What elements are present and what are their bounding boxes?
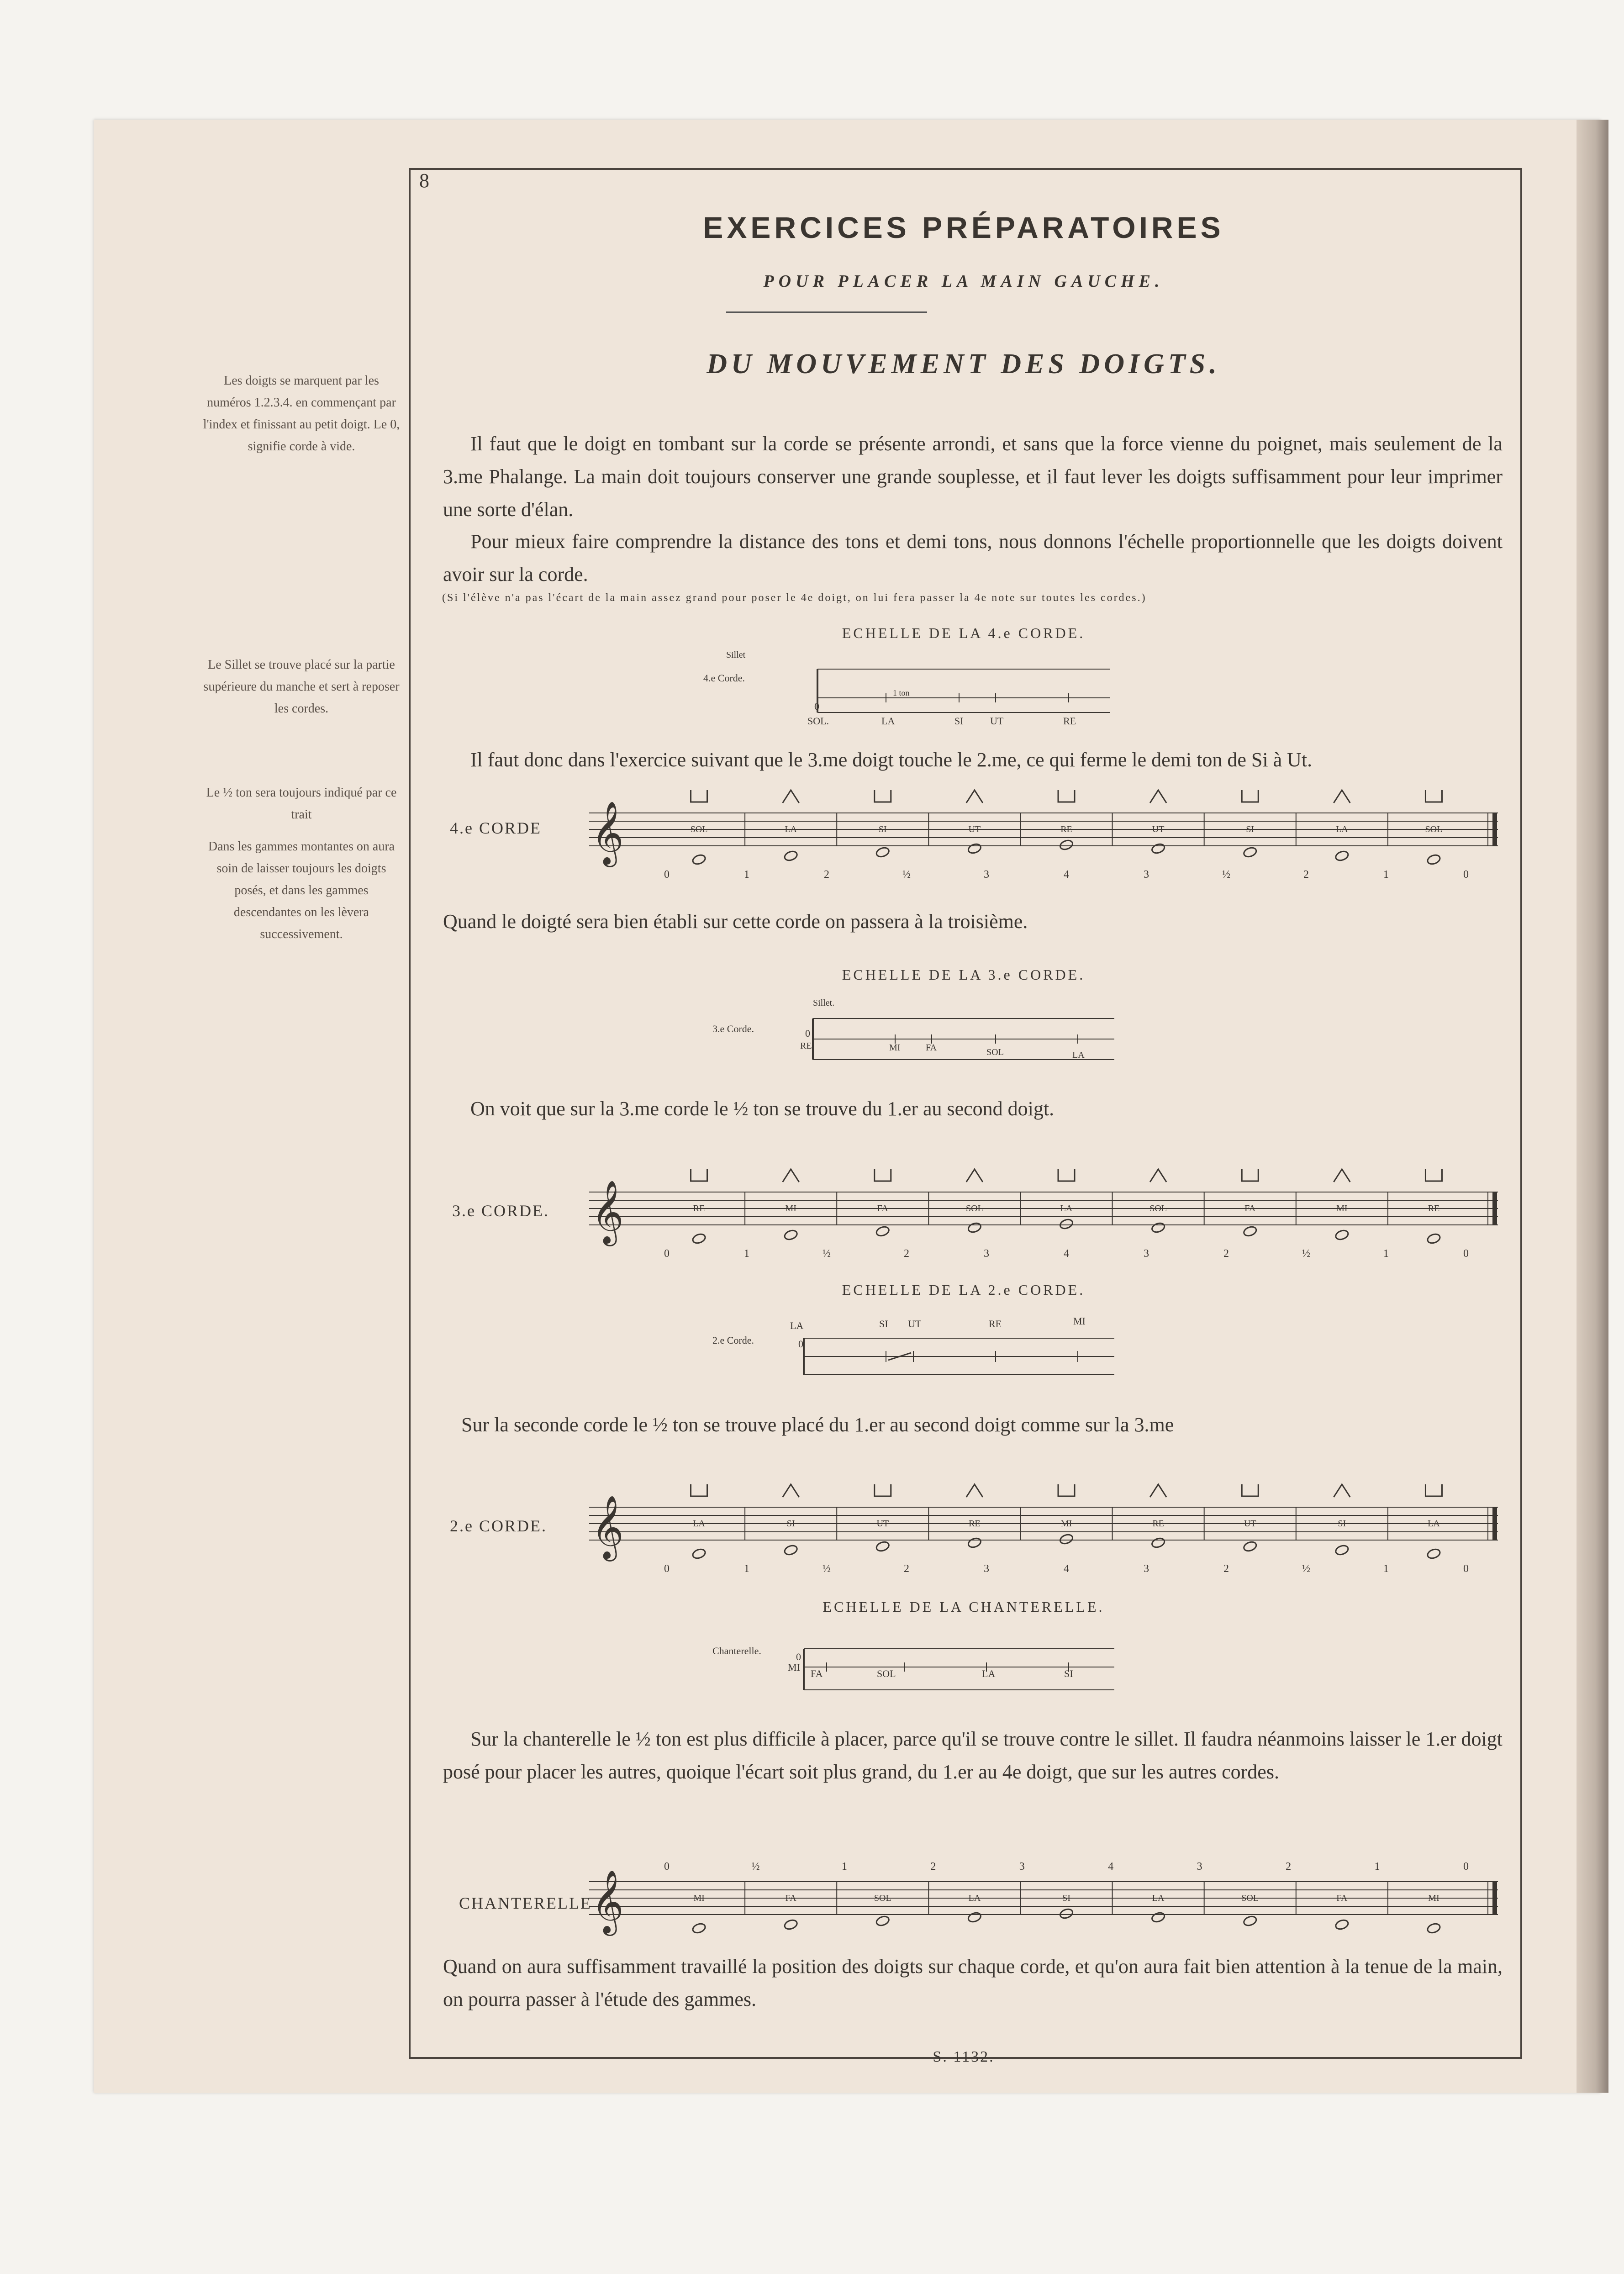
whole-note — [1426, 854, 1441, 865]
scale-diagram-second — [712, 1311, 1123, 1379]
whole-note — [783, 1229, 798, 1241]
down-bow-icon — [1058, 1169, 1075, 1181]
scale-label: 2.e Corde. — [712, 1335, 754, 1346]
whole-note — [875, 1225, 890, 1237]
scale-note: SI — [879, 1318, 888, 1330]
fingering-number: 1 — [1383, 1248, 1389, 1260]
margin-note-fingers: Les doigts se marquent par les numéros 1.2.3.4. en commençant par l'index et finissant au petit doigt. Le 0, signifie corde à vide. — [203, 374, 400, 454]
fingering-number: 4 — [1108, 1861, 1114, 1873]
scale-note: 0 — [798, 1338, 803, 1350]
final-bar-line — [1492, 1192, 1497, 1225]
whole-note — [1334, 1544, 1349, 1556]
note-name: SOL — [690, 824, 708, 834]
final-bar-line — [1492, 1507, 1497, 1540]
whole-note — [1243, 1541, 1257, 1552]
margin-note-sillet: Le Sillet se trouve placé sur la partie supérieure du manche et sert à reposer les cordes. — [203, 658, 400, 716]
whole-note — [691, 1922, 706, 1934]
fingering-number: 2 — [1223, 1248, 1229, 1260]
exercise-label-fourth: 4.e CORDE — [450, 819, 542, 837]
note-name: FA — [785, 1893, 796, 1903]
whole-note — [1334, 1919, 1349, 1931]
whole-note — [1059, 1533, 1074, 1545]
sillet-label: Sillet — [726, 650, 746, 660]
scale-note: FA — [811, 1668, 823, 1679]
note-name: MI — [1336, 1203, 1348, 1214]
note-name: FA — [1336, 1893, 1348, 1903]
up-bow-icon — [1150, 1484, 1166, 1497]
note-name: SI — [1062, 1893, 1070, 1903]
scale-note: MI — [1073, 1315, 1086, 1327]
exercise-label-chanterelle: CHANTERELLE — [459, 1894, 592, 1912]
fingering-number: 2 — [1286, 1861, 1292, 1873]
scale-note: 0 — [796, 1651, 801, 1662]
note-name: RE — [1428, 1203, 1440, 1214]
fingering-number: 3 — [1144, 1248, 1149, 1260]
exercise-staff-second — [585, 1480, 1507, 1589]
exercise-staff-chanterelle — [585, 1854, 1507, 1964]
scale-title-second: ECHELLE DE LA 2.e CORDE. — [842, 1282, 1086, 1298]
book-binding-edge — [1577, 120, 1608, 2093]
whole-note — [1243, 1915, 1257, 1927]
whole-note — [691, 1548, 706, 1560]
whole-note — [1243, 846, 1257, 858]
paragraph-conclusion: Quand on aura suffisamment travaillé la position des doigts sur chaque corde, et qu'on aura fait bien attention à la tenue de la main, on pourra passer à l'étude des gammes. — [443, 1955, 1503, 2010]
paragraph-scale-intro: Pour mieux faire comprendre la distance des tons et demi tons, nous donnons l'échelle proportionnelle que les doigts doivent avoir sur la corde. — [443, 530, 1503, 586]
scale-label: 3.e Corde. — [712, 1023, 754, 1034]
scale-label: Chanterelle. — [712, 1645, 761, 1657]
scale-note: FA — [926, 1043, 937, 1053]
fingering-number: 3 — [984, 869, 989, 881]
paragraph-intro: Il faut que le doigt en tombant sur la corde se présente arrondi, et sans que la force vienne du poignet, mais seulement de la 3.me Phalange. La main doit toujours conserver une grande souplesse, et il faut lever les doigts suffisamment pour leur imprimer une sorte d'élan. — [443, 433, 1503, 521]
scale-title-chanterelle: ECHELLE DE LA CHANTERELLE. — [823, 1599, 1105, 1615]
fingering-number: ½ — [1222, 869, 1230, 881]
whole-note — [1059, 1218, 1074, 1230]
fingering-number: 0 — [664, 1563, 670, 1575]
whole-note — [1426, 1548, 1441, 1560]
whole-note — [875, 1541, 890, 1552]
scale-note: 0 — [805, 1028, 810, 1039]
note-name: SOL — [1425, 824, 1443, 834]
note-name: RE — [1152, 1519, 1164, 1529]
down-bow-icon — [1242, 1484, 1258, 1496]
note-name: FA — [877, 1203, 888, 1214]
note-name: SOL — [1241, 1893, 1259, 1903]
exercise-label-second: 2.e CORDE. — [450, 1517, 547, 1535]
note-name: LA — [785, 824, 797, 834]
whole-note — [783, 1544, 798, 1556]
margin-note-scales: Dans les gammes montantes on aura soin de laisser toujours les doigts posés, et dans les gammes descendantes on les lèvera successivement. — [208, 839, 395, 941]
scale-note: MI — [788, 1662, 800, 1673]
scale-note: UT — [990, 715, 1004, 727]
whole-note — [967, 1911, 982, 1923]
treble-clef-icon: 𝄞 — [591, 1497, 624, 1557]
fingering-number: 1 — [744, 869, 749, 881]
paragraph-fourth-string: Il faut donc dans l'exercice suivant que le 3.me doigt touche le 2.me, ce qui ferme le demi ton de Si à Ut. — [470, 749, 1313, 771]
note-name: MI — [785, 1203, 796, 1214]
note-name: LA — [968, 1893, 981, 1903]
fingering-number: 0 — [1463, 869, 1469, 881]
fingering-number: 3 — [1197, 1861, 1202, 1873]
whole-note — [1243, 1225, 1257, 1237]
up-bow-icon — [783, 790, 799, 803]
page-number: 8 — [419, 169, 429, 192]
down-bow-icon — [691, 790, 707, 802]
final-bar-line — [1492, 1882, 1497, 1915]
fingering-number: 0 — [664, 1248, 670, 1260]
up-bow-icon — [966, 790, 983, 803]
fingering-number: ½ — [823, 1563, 831, 1575]
whole-note — [1334, 1229, 1349, 1241]
fingering-number: 0 — [664, 1861, 670, 1873]
scale-note: UT — [908, 1318, 922, 1330]
footer-plate-number: S. 1132. — [933, 2048, 995, 2065]
fingering-number: ½ — [1302, 1563, 1310, 1575]
fingering-number: 4 — [1064, 1248, 1069, 1260]
section-title: DU MOUVEMENT DES DOIGTS. — [707, 348, 1221, 380]
note-name: SOL — [965, 1203, 983, 1214]
page-title: EXERCICES PRÉPARATOIRES — [703, 211, 1224, 244]
note-name: MI — [693, 1893, 705, 1903]
down-bow-icon — [1242, 1169, 1258, 1181]
note-name: SI — [1246, 824, 1255, 834]
scale-note: LA — [1072, 1050, 1085, 1060]
down-bow-icon — [1425, 790, 1442, 802]
note-name: UT — [1244, 1519, 1256, 1529]
fingering-number: 2 — [904, 1563, 909, 1575]
fingering-number: 2 — [824, 869, 829, 881]
scale-note: SOL. — [807, 715, 829, 727]
note-name: RE — [1060, 824, 1072, 834]
whole-note — [875, 1915, 890, 1927]
fingering-number: 0 — [1463, 1861, 1469, 1873]
paragraph-third-string: On voit que sur la 3.me corde le ½ ton se trouve du 1.er au second doigt. — [470, 1097, 1055, 1120]
scale-note: LA — [790, 1320, 804, 1331]
note-name: LA — [693, 1519, 705, 1529]
note-name: SOL — [874, 1893, 891, 1903]
note-name: SI — [878, 824, 887, 834]
whole-note — [1059, 839, 1074, 851]
exercise-staff-fourth — [585, 786, 1507, 895]
whole-note — [1059, 1908, 1074, 1920]
scale-note: SI — [954, 715, 964, 727]
up-bow-icon — [1150, 1169, 1166, 1182]
whole-note — [967, 843, 982, 855]
whole-note — [875, 846, 890, 858]
title-divider — [726, 311, 927, 313]
note-name: RE — [969, 1519, 981, 1529]
fingering-number: 1 — [744, 1248, 749, 1260]
treble-clef-icon: 𝄞 — [591, 1871, 624, 1932]
down-bow-icon — [1058, 790, 1075, 802]
note-name: RE — [693, 1203, 705, 1214]
scale-label: 4.e Corde. — [703, 672, 745, 684]
whole-note — [1426, 1922, 1441, 1934]
note-name: MI — [1428, 1893, 1439, 1903]
scale-note: LA — [881, 715, 895, 727]
fingering-number: 3 — [984, 1248, 989, 1260]
exercise-staff-third — [585, 1165, 1507, 1274]
note-name: LA — [1152, 1893, 1165, 1903]
scale-diagram-third — [712, 996, 1123, 1073]
fingering-number: 2 — [1303, 869, 1309, 881]
fingering-number: 4 — [1064, 869, 1069, 881]
paragraph-third-intro: Quand le doigté sera bien établi sur cette corde on passera à la troisième. — [443, 910, 1028, 933]
down-bow-icon — [691, 1169, 707, 1181]
up-bow-icon — [783, 1169, 799, 1182]
whole-note — [783, 850, 798, 862]
treble-clef-icon: 𝄞 — [591, 802, 624, 863]
scale-note: SI — [1064, 1668, 1073, 1679]
fingering-number: 2 — [1223, 1563, 1229, 1575]
fingering-number: 3 — [1144, 869, 1149, 881]
fingering-number: ½ — [751, 1861, 760, 1873]
whole-note — [691, 854, 706, 865]
paragraph-chanterelle: Sur la chanterelle le ½ ton est plus difficile à placer, parce qu'il se trouve contre le sillet. Il faudra néanmoins laisser le 1.er doigt posé pour placer les autres, quoique l'écart soit plus grand, du 1.er au 4e doigt, que sur les autres cordes. — [443, 1728, 1503, 1783]
down-bow-icon — [875, 790, 891, 802]
sillet-label: Sillet. — [813, 998, 835, 1008]
scale-note: 0 — [814, 701, 819, 712]
margin-note-half-tone: Le ½ ton sera toujours indiqué par ce trait — [206, 786, 397, 822]
down-bow-icon — [1058, 1484, 1075, 1496]
fingering-number: 0 — [1463, 1248, 1469, 1260]
down-bow-icon — [875, 1484, 891, 1496]
down-bow-icon — [1425, 1169, 1442, 1181]
scale-diagram-chanterelle — [712, 1630, 1123, 1699]
note-name: UT — [968, 824, 981, 834]
note-name: MI — [1060, 1519, 1072, 1529]
scale-title-fourth: ECHELLE DE LA 4.e CORDE. — [842, 625, 1086, 641]
fingering-number: ½ — [902, 869, 911, 881]
fingering-number: ½ — [823, 1248, 831, 1260]
final-bar-line — [1492, 813, 1497, 846]
fingering-number: 3 — [1144, 1563, 1149, 1575]
fingering-number: 1 — [841, 1861, 847, 1873]
whole-note — [1151, 843, 1165, 855]
note-name: LA — [1335, 824, 1348, 834]
note-name: LA — [1428, 1519, 1440, 1529]
fingering-number: 2 — [930, 1861, 936, 1873]
down-bow-icon — [1425, 1484, 1442, 1496]
whole-note — [783, 1919, 798, 1931]
fingering-number: 3 — [1019, 1861, 1025, 1873]
fingering-number: 4 — [1064, 1563, 1069, 1575]
fingering-number: 1 — [1383, 1563, 1389, 1575]
note-name: SOL — [1149, 1203, 1167, 1214]
paragraph-second-string: Sur la seconde corde le ½ ton se trouve placé du 1.er au second doigt comme sur la 3.me — [461, 1414, 1174, 1436]
note-name: FA — [1244, 1203, 1256, 1214]
scale-title-third: ECHELLE DE LA 3.e CORDE. — [842, 966, 1086, 983]
scale-note: RE — [800, 1041, 812, 1051]
fingering-number: 1 — [1374, 1861, 1380, 1873]
whole-note — [1151, 1911, 1165, 1923]
up-bow-icon — [783, 1484, 799, 1497]
fingering-number: ½ — [1302, 1248, 1310, 1260]
note-name: SI — [1338, 1519, 1346, 1529]
fingering-number: 2 — [904, 1248, 909, 1260]
whole-note — [967, 1222, 982, 1234]
exercise-label-third: 3.e CORDE. — [452, 1202, 549, 1220]
scale-note: SOL — [877, 1668, 896, 1679]
fingering-number: 1 — [744, 1563, 749, 1575]
scale-diagram-fourth — [703, 649, 1114, 740]
fingering-number: 3 — [984, 1563, 989, 1575]
whole-note — [1334, 850, 1349, 862]
up-bow-icon — [966, 1169, 983, 1182]
whole-note — [691, 1233, 706, 1245]
note-name: UT — [1152, 824, 1165, 834]
scale-note: SOL — [986, 1047, 1004, 1057]
whole-note — [1426, 1233, 1441, 1245]
note-name: LA — [1060, 1203, 1073, 1214]
down-bow-icon — [875, 1169, 891, 1181]
up-bow-icon — [1334, 1169, 1350, 1182]
whole-note — [1151, 1222, 1165, 1234]
treble-clef-icon: 𝄞 — [591, 1182, 624, 1242]
whole-note — [967, 1537, 982, 1549]
down-bow-icon — [691, 1484, 707, 1496]
up-bow-icon — [1150, 790, 1166, 803]
scale-note: RE — [1063, 715, 1076, 727]
note-name: UT — [876, 1519, 889, 1529]
tone-mark: 1 ton — [893, 688, 910, 697]
fingering-number: 0 — [664, 869, 670, 881]
fingering-number: 1 — [1383, 869, 1389, 881]
up-bow-icon — [1334, 790, 1350, 803]
whole-note — [1151, 1537, 1165, 1549]
up-bow-icon — [966, 1484, 983, 1497]
scale-note: MI — [889, 1043, 901, 1053]
scale-note: LA — [982, 1668, 996, 1679]
scale-note: RE — [989, 1318, 1002, 1330]
down-bow-icon — [1242, 790, 1258, 802]
paragraph-note: (Si l'élève n'a pas l'écart de la main assez grand pour poser le 4e doigt, on lui fera passer la 4e note sur toutes les cordes.) — [442, 592, 1147, 604]
up-bow-icon — [1334, 1484, 1350, 1497]
note-name: SI — [786, 1519, 795, 1529]
fingering-number: 0 — [1463, 1563, 1469, 1575]
page-subtitle: POUR PLACER LA MAIN GAUCHE. — [763, 272, 1164, 291]
